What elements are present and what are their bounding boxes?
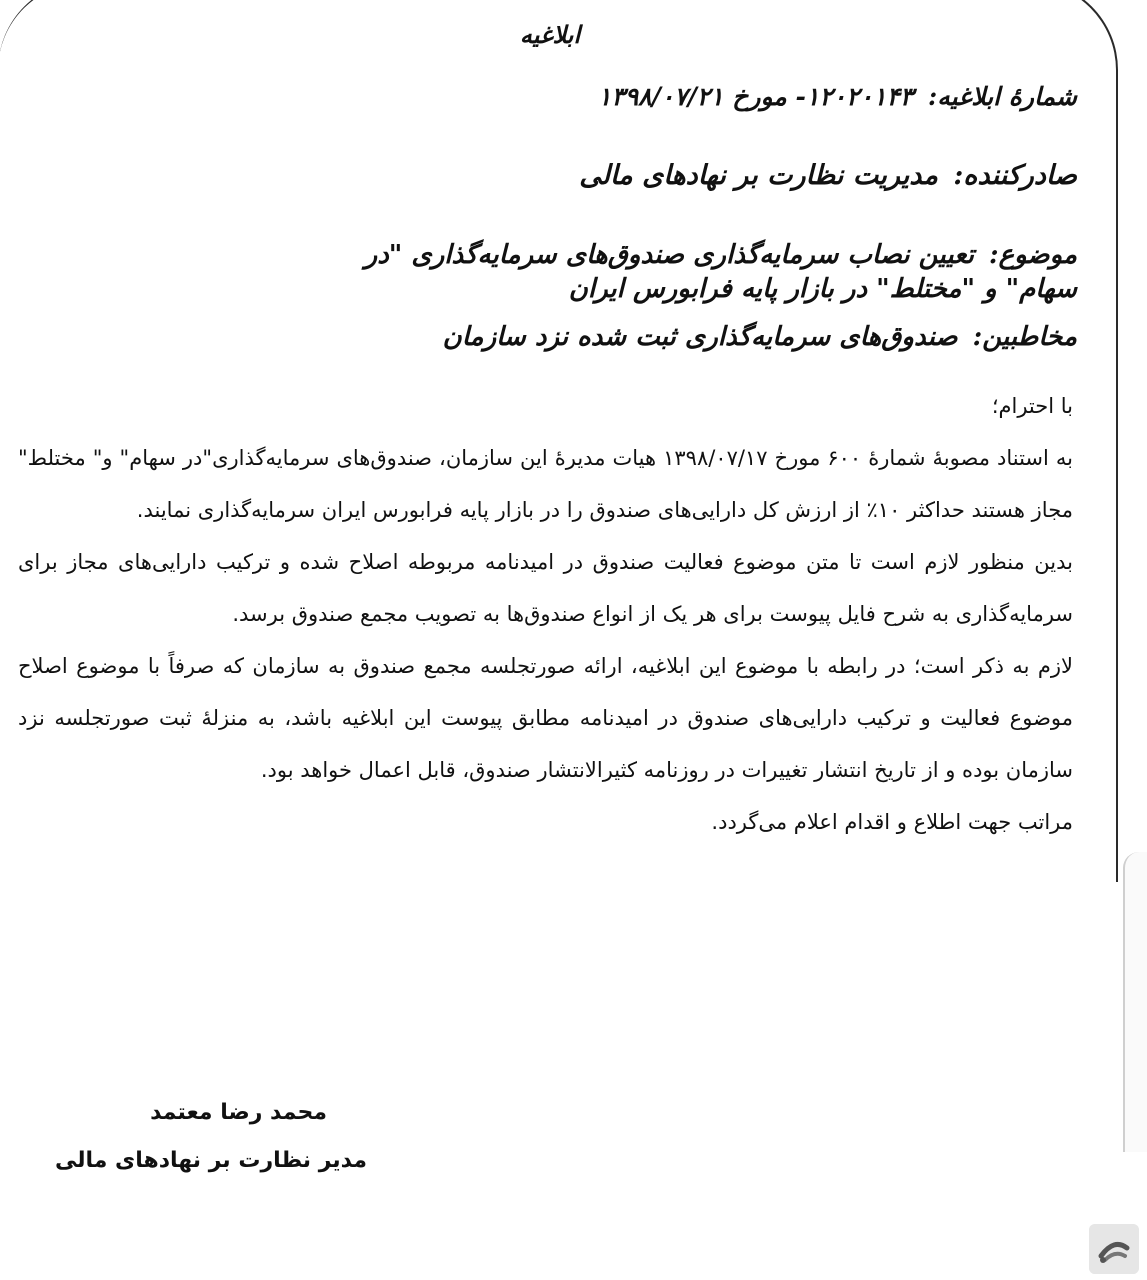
document-title: ابلاغیه: [519, 20, 581, 49]
issuer-label: صادرکننده:: [953, 160, 1077, 191]
paragraph-2: بدین منظور لازم است تا متن موضوع فعالیت صندوق در امیدنامه مربوطه اصلاح شده و ترکیب دارایی‌های مجاز برای سرمایه‌گذاری به شرح فایل پیوست برای هر یک از انواع صندوق‌ها به تصویب مجمع صندوق برسد.: [18, 550, 1073, 626]
issuer: [579, 160, 1077, 191]
issuer-value: مدیریت نظارت بر نهادهای مالی: [579, 160, 938, 191]
logo-icon: [1089, 1224, 1139, 1274]
paragraph-1: به استناد مصوبۀ شمارۀ ۶۰۰ مورخ ۱۳۹۸/۰۷/۱۷ هیات مدیرۀ این سازمان، صندوق‌های سرمایه‌گذاری"در سهام" و" مختلط" مجاز هستند حداکثر ۱۰٪ از ارزش کل دارایی‌های صندوق را در بازار پایه فرابورس ایران سرمایه‌گذاری نمایند.: [18, 446, 1073, 522]
signatory-title: مدیر نظارت بر نهادهای مالی: [55, 1148, 367, 1173]
notice-number: [598, 82, 1077, 111]
subject-label: موضوع:: [989, 240, 1077, 270]
signatory-name: محمد رضا معتمد: [150, 1100, 327, 1125]
notice-number-value: ۱۲۰۲۰۱۴۳- مورخ ۱۳۹۸/۰۷/۲۱: [597, 82, 914, 111]
page-edge: [1123, 852, 1147, 1152]
letter-body: [18, 380, 1073, 848]
recipients-label: مخاطبین:: [972, 322, 1077, 352]
paragraph-3: لازم به ذکر است؛ در رابطه با موضوع این ابلاغیه، ارائه صورتجلسه مجمع صندوق به سازمان که صرفاً با موضوع اصلاح موضوع فعالیت و ترکیب دارایی‌های صندوق در امیدنامه مطابق پیوست این ابلاغیه باشد، به منزلۀ ثبت صورتجلسه نزد سازمان بوده و از تاریخ انتشار تغییرات در روزنامه کثیرالانتشار صندوق، قابل اعمال خواهد بود.: [18, 654, 1073, 782]
closing-line: مراتب جهت اطلاع و اقدام اعلام می‌گردد.: [711, 810, 1073, 834]
recipients: [443, 322, 1077, 352]
subject-value: تعیین نصاب سرمایه‌گذاری صندوق‌های سرمایه‌گذاری "در سهام" و "مختلط" در بازار پایه فرابورس ایران: [364, 240, 1077, 304]
notice-number-label: شمارۀ ابلاغیه:: [928, 82, 1077, 111]
recipients-value: صندوق‌های سرمایه‌گذاری ثبت شده نزد سازمان: [442, 322, 958, 352]
greeting: با احترام؛: [991, 394, 1073, 418]
subject: [357, 238, 1077, 306]
